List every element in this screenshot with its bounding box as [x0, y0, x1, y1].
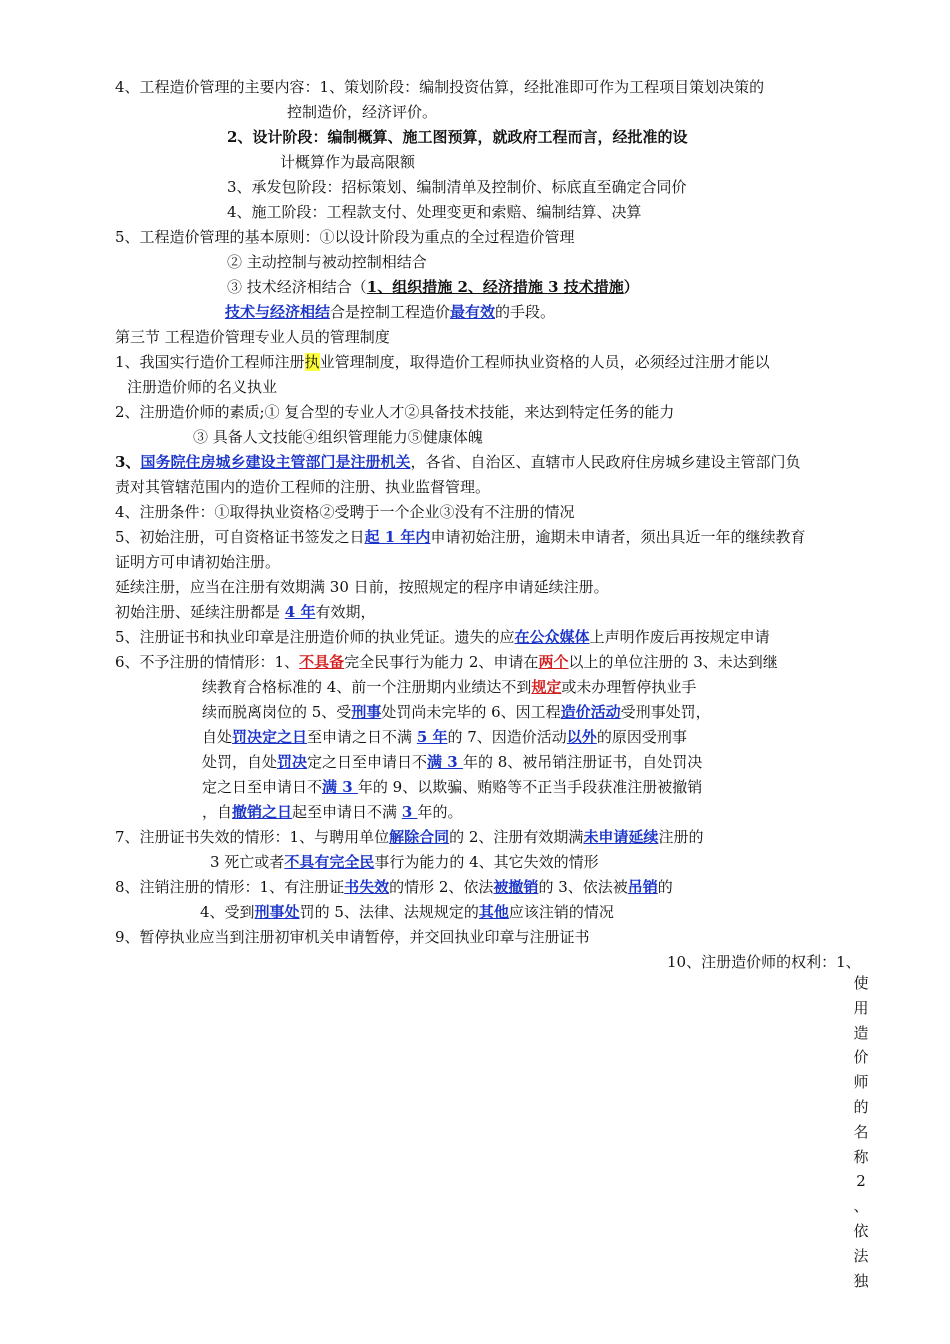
line-35: 9、暂停执业应当到注册初审机关申请暂停，并交回执业印章与注册证书: [115, 928, 590, 946]
line-7: 5、工程造价管理的基本原则：①以设计阶段为重点的全过程造价管理: [115, 228, 575, 246]
vertical-char: 独: [853, 1271, 869, 1290]
line-23: 5、注册证书和执业印章是注册造价师的执业凭证。遗失的应在公众媒体上声明作废后再按规定申请: [115, 628, 770, 646]
line-17: 责对其管辖范围内的造价工程师的注册、执业监督管理。: [115, 478, 491, 496]
line-12: 1、我国实行造价工程师注册执业管理制度，取得造价工程师执业资格的人员，必须经过注册才能以: [115, 353, 770, 371]
vertical-char: 称: [853, 1147, 869, 1166]
line-24: 6、不予注册的情情形：1、不具备完全民事行为能力 2、申请在两个以上的单位注册的 3、未达到继: [115, 653, 778, 671]
vertical-char: 价: [853, 1048, 869, 1067]
line-2: 控制造价，经济评价。: [287, 103, 438, 121]
line-1: 4、工程造价管理的主要内容：1、策划阶段：编制投资估算，经批准即可作为工程项目策划决策的: [115, 78, 765, 96]
line-15: ③ 具备人文技能④组织管理能力⑤健康体魄: [193, 428, 483, 446]
line-29: 定之日至申请日不满 3 年的 9、以欺骗、贿赂等不正当手段获准注册被撤销: [202, 778, 703, 796]
line-22: 初始注册、延续注册都是 4 年有效期，: [115, 603, 376, 621]
vertical-char: 使: [853, 974, 869, 992]
line-9: ③ 技术经济相结合（1、组织措施 2、经济措施 3 技术措施）: [227, 278, 639, 296]
line-4: 计概算作为最高限额: [280, 153, 416, 171]
section-heading: 第三节 工程造价管理专业人员的管理制度: [115, 328, 390, 346]
line-28: 处罚，自处罚决定之日至申请日不满 3 年的 8、被吊销注册证书，自处罚决: [202, 753, 703, 771]
line-21: 延续注册，应当在注册有效期满 30 日前，按照规定的程序申请延续注册。: [115, 578, 609, 596]
line-25: 续教育合格标准的 4、前一个注册期内业绩达不到规定或未办理暂停执业手: [202, 678, 697, 696]
line-26: 续而脱离岗位的 5、受刑事处罚尚未完毕的 6、因工程造价活动受刑事处罚，: [202, 703, 711, 721]
vertical-char: 造: [853, 1023, 869, 1042]
line-6: 4、施工阶段：工程款支付、处理变更和索赔、编制结算、决算: [227, 203, 642, 221]
line-34: 4、受到刑事处罚的 5、法律、法规规定的其他应该注销的情况: [200, 903, 614, 921]
line-8: ② 主动控制与被动控制相结合: [227, 253, 427, 271]
line-18: 4、注册条件：①取得执业资格②受聘于一个企业③没有不注册的情况: [115, 503, 575, 521]
vertical-char: 名: [853, 1122, 869, 1141]
line-36: 10、注册造价师的权利：1、: [667, 953, 861, 971]
vertical-char: 2 、: [853, 1172, 869, 1216]
vertical-char: 师: [853, 1073, 869, 1092]
line-14: 2、注册造价师的素质;① 复合型的专业人才②具备技术技能，来达到特定任务的能力: [115, 403, 675, 421]
line-30: ，自撤销之日起至申请日不满 3 年的。: [202, 803, 463, 821]
line-20: 证明方可申请初始注册。: [115, 553, 281, 571]
line-3: 2、设计阶段：编制概算、施工图预算，就政府工程而言，经批准的设: [227, 128, 688, 146]
line-33: 8、注销注册的情形：1、有注册证书失效的情形 2、依法被撤销的 3、依法被吊销的: [115, 878, 673, 896]
vertical-char: 法: [853, 1246, 869, 1265]
vertical-char: 的: [853, 1097, 869, 1116]
line-10: 技术与经济相结合是控制工程造价最有效的手段。: [225, 303, 556, 321]
line-16: 3、国务院住房城乡建设主管部门是注册机关，各省、自治区、直辖市人民政府住房城乡建设主管部门负: [115, 453, 801, 471]
vertical-char: 用: [853, 998, 869, 1017]
line-31: 7、注册证书失效的情形：1、与聘用单位解除合同的 2、注册有效期满未申请延续注册的: [115, 828, 704, 846]
vertical-char: 依: [853, 1221, 869, 1240]
line-5: 3、承发包阶段：招标策划、编制清单及控制价、标底直至确定合同价: [227, 178, 687, 196]
line-13: 注册造价师的名义执业: [127, 378, 278, 396]
line-32: 3 死亡或者不具有完全民事行为能力的 4、其它失效的情形: [210, 853, 599, 871]
vertical-text-column: [850, 971, 872, 1293]
line-27: 自处罚决定之日至申请之日不满 5 年的 7、因造价活动以外的原因受刑事: [202, 728, 687, 746]
line-19: 5、初始注册，可自资格证书签发之日起 1 年内申请初始注册，逾期未申请者，须出具近一年的继续教育: [115, 528, 806, 546]
